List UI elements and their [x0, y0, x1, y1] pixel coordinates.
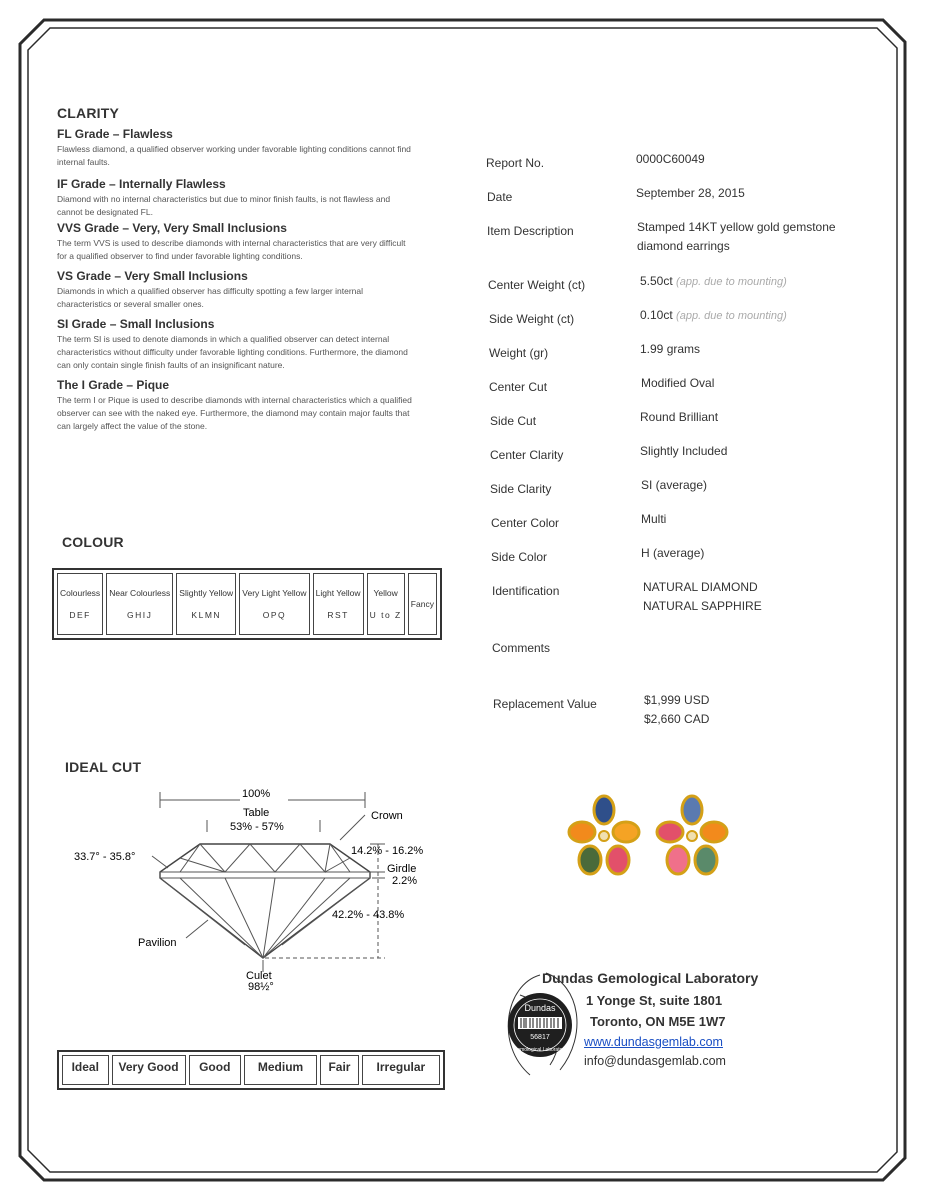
value-line: $1,999 USD	[644, 693, 710, 707]
clarity-grade-vvs	[57, 221, 417, 263]
clarity-grade-vs	[57, 269, 417, 311]
seal-number-text: 56817	[530, 1034, 550, 1041]
grade-desc: Diamonds in which a qualified observer has difficulty spotting a few larger internal characteristics or several smaller ones.	[57, 286, 364, 309]
colour-name: Light Yellow	[315, 588, 361, 598]
report-label: Replacement Value	[493, 697, 597, 711]
crown-label: Crown	[371, 810, 403, 822]
report-value: September 28, 2015	[636, 186, 745, 200]
report-value	[640, 306, 787, 326]
report-label: Date	[487, 190, 513, 204]
lab-website-link[interactable]: www.dundasgemlab.com	[584, 1035, 723, 1049]
report-label: Weight (gr)	[489, 346, 549, 360]
value-note: (app. due to mounting)	[676, 310, 787, 322]
cut-grade-cell: Irregular	[362, 1055, 440, 1085]
colour-scale-table	[52, 568, 442, 640]
report-label: Center Color	[491, 516, 560, 530]
earring-left	[569, 796, 639, 874]
report-value	[643, 578, 762, 616]
report-value: Stamped 14KT yellow gold gemstone diamond earrings	[637, 220, 836, 253]
table-range-label: 53% - 57%	[230, 821, 284, 833]
diamond-cut-diagram	[60, 780, 450, 995]
colour-name: Slightly Yellow	[179, 588, 234, 598]
report-label: Center Cut	[489, 380, 548, 394]
colour-cell	[57, 573, 103, 635]
colour-cell	[408, 573, 437, 635]
colour-cell	[313, 573, 364, 635]
report-value: Slightly Included	[640, 444, 728, 458]
total-width-label: 100%	[242, 788, 271, 800]
colour-cell	[367, 573, 405, 635]
lab-address-line2: Toronto, ON M5E 1W7	[590, 1014, 726, 1029]
report-value: 1.99 grams	[640, 342, 701, 356]
value-text: 0.10ct	[640, 308, 673, 322]
colour-cell	[106, 573, 173, 635]
colour-code: U to Z	[369, 610, 402, 620]
grade-desc: The term VVS is used to describe diamonds with internal characteristics that are very difficult for a qualified observer to find under favorable lighting conditions.	[57, 238, 406, 261]
table-label: Table	[243, 807, 270, 819]
report-value: Round Brilliant	[640, 410, 719, 424]
report-value: 0000C60049	[636, 152, 705, 166]
clarity-grade-si	[57, 317, 417, 372]
report-label: Side Weight (ct)	[489, 312, 575, 326]
seal-top-text: Dundas	[524, 1003, 556, 1013]
report-value	[644, 691, 709, 729]
report-label: Side Color	[491, 550, 548, 564]
report-value: H (average)	[641, 546, 705, 560]
report-label: Item Description	[487, 224, 574, 238]
grade-title: IF Grade – Internally Flawless	[57, 177, 226, 191]
value-note: (app. due to mounting)	[676, 276, 787, 288]
colour-name: Yellow	[373, 588, 398, 598]
grade-title: VS Grade – Very Small Inclusions	[57, 269, 248, 283]
colour-name: Near Colourless	[109, 588, 171, 598]
ideal-cut-heading: IDEAL CUT	[65, 759, 142, 775]
grade-title: The I Grade – Pique	[57, 378, 170, 392]
colour-cell	[176, 573, 236, 635]
grade-desc: The term I or Pique is used to describe diamonds with internal characteristics which a qualified observer can see with the naked eye. Furthermore, the diamond may contain major faults that can largely affect the value of the stone.	[57, 395, 412, 431]
girdle-value-label: 2.2%	[392, 875, 418, 887]
grade-title: FL Grade – Flawless	[57, 127, 173, 141]
cut-grade-cell: Medium	[244, 1055, 317, 1085]
culet-label: Culet	[246, 970, 272, 982]
grade-desc: Flawless diamond, a qualified observer working under favorable lighting conditions cannot find internal faults.	[57, 144, 411, 167]
pavilion-range-label: 42.2% - 43.8%	[332, 909, 405, 921]
report-label: Side Cut	[490, 414, 537, 428]
report-value	[640, 272, 787, 292]
grade-title: SI Grade – Small Inclusions	[57, 317, 215, 331]
colour-cell	[239, 573, 309, 635]
colour-heading: COLOUR	[62, 534, 124, 550]
pavilion-label: Pavilion	[138, 937, 177, 949]
colour-code: KLMN	[191, 610, 222, 620]
cut-grade-cell: Very Good	[112, 1055, 186, 1085]
value-line: $2,660 CAD	[644, 712, 710, 726]
grade-desc: The term SI is used to denote diamonds in which a qualified observer can detect internal characteristics without difficulty under favorable lighting conditions. Furthermore, the diamond can only contain single finish faults of an insignificant nature.	[57, 334, 408, 370]
report-label: Comments	[492, 641, 551, 655]
colour-name: Very Light Yellow	[242, 588, 307, 598]
report-label: Side Clarity	[490, 482, 552, 496]
clarity-grade-fl	[57, 127, 417, 169]
report-label: Center Clarity	[490, 448, 564, 462]
colour-code: OPQ	[262, 610, 287, 620]
crown-angle-label: 33.7° - 35.8°	[74, 851, 136, 863]
crown-range-label: 14.2% - 16.2%	[351, 845, 424, 857]
earrings-photo	[560, 790, 780, 890]
colour-name: Colourless	[60, 588, 101, 598]
colour-code: RST	[327, 610, 349, 620]
colour-code: DEF	[69, 610, 91, 620]
report-value: SI (average)	[641, 478, 708, 492]
lab-email[interactable]: info@dundasgemlab.com	[584, 1054, 726, 1068]
value-line: NATURAL SAPPHIRE	[643, 599, 762, 613]
lab-name: Dundas Gemological Laboratory	[542, 970, 759, 986]
grade-desc: Diamond with no internal characteristics but due to minor finish faults, is not flawless and cannot be designated FL.	[57, 194, 391, 217]
grade-title: VVS Grade – Very, Very Small Inclusions	[57, 221, 287, 235]
girdle-label: Girdle	[387, 863, 417, 875]
clarity-grade-i	[57, 378, 417, 433]
report-label: Center Weight (ct)	[488, 278, 586, 292]
cut-grade-cell: Fair	[320, 1055, 359, 1085]
cut-grade-cell: Ideal	[62, 1055, 109, 1085]
clarity-grade-if	[57, 177, 417, 219]
colour-name: Fancy	[410, 599, 434, 609]
report-value: Modified Oval	[641, 376, 715, 390]
lab-address-line1: 1 Yonge St, suite 1801	[586, 993, 723, 1008]
earring-right	[657, 796, 727, 874]
colour-code: GHIJ	[127, 610, 153, 620]
report-value: Multi	[641, 512, 667, 526]
clarity-heading: CLARITY	[57, 105, 120, 121]
value-line: NATURAL DIAMOND	[643, 580, 758, 594]
report-label: Report No.	[486, 156, 545, 170]
value-text: 5.50ct	[640, 274, 673, 288]
report-label: Identification	[492, 584, 560, 598]
cut-grade-table	[57, 1050, 445, 1090]
seal-bottom-text: Gemological Laboratory	[513, 1047, 567, 1053]
culet-value-label: 98½°	[248, 981, 274, 993]
cut-grade-cell: Good	[189, 1055, 241, 1085]
